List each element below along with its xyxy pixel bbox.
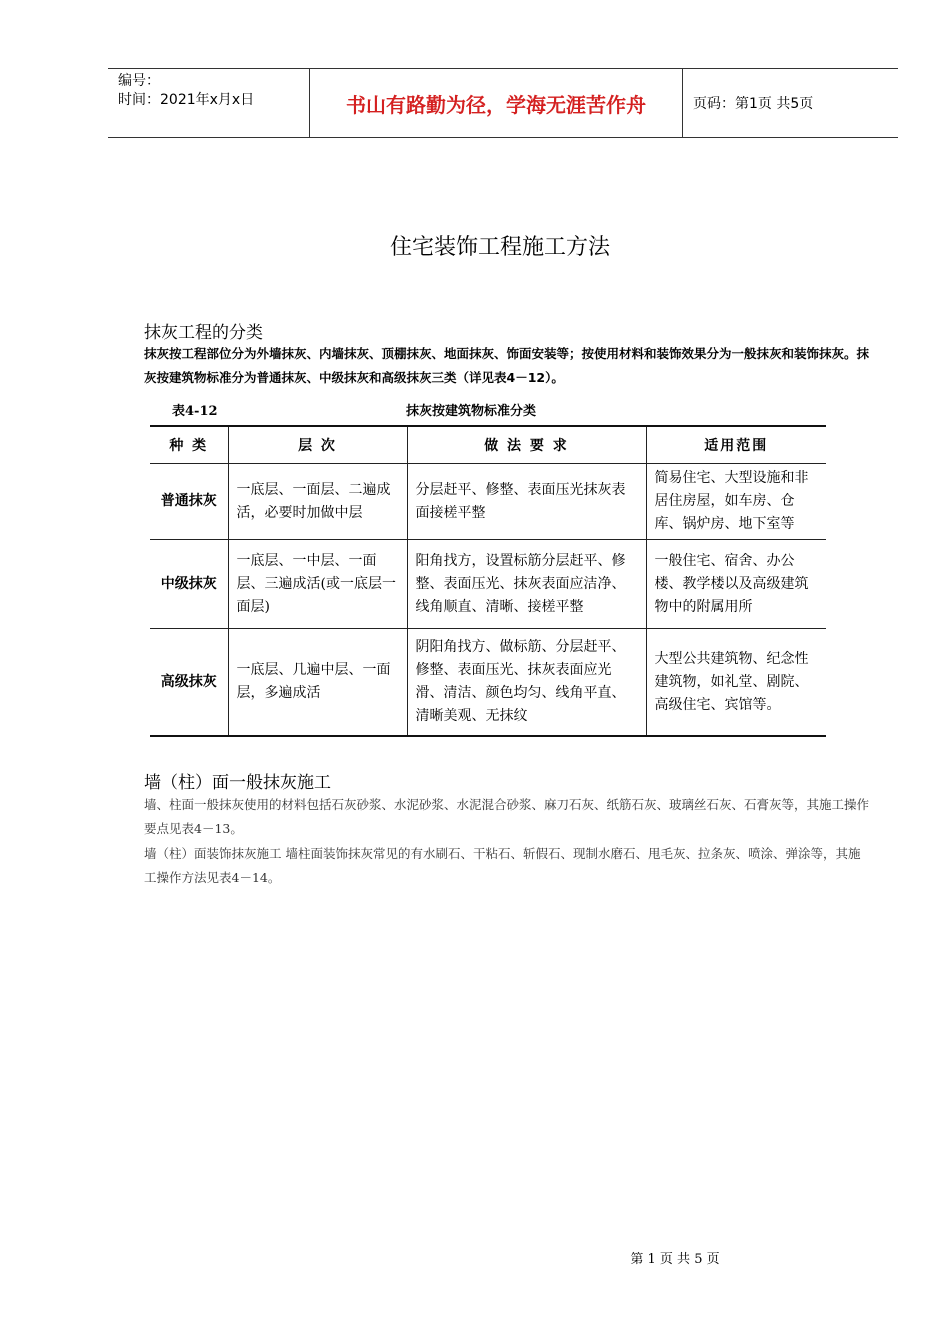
header-page-info: 页码：第1页 共5页 — [693, 96, 814, 112]
page-footer: 第 1 页 共 5 页 — [630, 1252, 720, 1267]
document-header — [108, 68, 898, 138]
table-number: 表4-12 — [172, 404, 218, 419]
page-title: 住宅装饰工程施工方法 — [389, 235, 610, 260]
section-heading-wall-plaster: 墙（柱）面一般抹灰施工 — [144, 773, 331, 793]
table-cell-kind: 中级抹灰 — [150, 540, 228, 629]
header-meta — [108, 69, 310, 137]
table-cell-layers: 一底层、一面层、二遍成活，必要时加做中层 — [228, 464, 407, 540]
table-cell-layers: 一底层、几遍中层、一面层，多遍成活 — [228, 629, 407, 737]
table-cell-method: 阴阳角找方、做标筋、分层赶平、修整、表面压光、抹灰表面应光滑、清洁、颜色均匀、线角平直、清晰美观、无抹纹 — [407, 629, 646, 737]
table-cell-layers: 一底层、一中层、一面层、三遍成活(或一底层一面层) — [228, 540, 407, 629]
table-header-row — [150, 426, 826, 464]
table-header-cell: 做 法 要 求 — [407, 426, 646, 464]
table-header-cell: 适用范围 — [646, 426, 826, 464]
table-cell-method: 阳角找方，设置标筋分层赶平、修整、表面压光、抹灰表面应洁净、线角顺直、清晰、接槎平整 — [407, 540, 646, 629]
number-label: 编号： — [118, 73, 160, 89]
table-cell-scope: 简易住宅、大型设施和非居住房屋，如车房、仓库、锅炉房、地下室等 — [646, 464, 826, 540]
table-cell-scope: 大型公共建筑物、纪念性建筑物，如礼堂、剧院、高级住宅、宾馆等。 — [646, 629, 826, 737]
table-header-cell: 层 次 — [228, 426, 407, 464]
section-heading-classification: 抹灰工程的分类 — [144, 323, 263, 343]
table-cell-method: 分层赶平、修整、表面压光抹灰表面接槎平整 — [407, 464, 646, 540]
time-label: 时间：2021年x月x日 — [118, 92, 255, 108]
table-cell-scope: 一般住宅、宿舍、办公楼、教学楼以及高级建筑物中的附属用所 — [646, 540, 826, 629]
section-paragraph-classification: 抹灰按工程部位分为外墙抹灰、内墙抹灰、顶棚抹灰、地面抹灰、饰面安装等；按使用材料和装饰效果分为一般抹灰和装饰抹灰。抹灰按建筑物标准分为普通抹灰、中级抹灰和高级抹灰三类（详见表4－12）。 — [144, 346, 870, 385]
table-row — [150, 464, 826, 540]
table-row — [150, 629, 826, 737]
table-caption: 抹灰按建筑物标准分类 — [406, 404, 537, 419]
plaster-standard-table — [150, 425, 826, 737]
table-cell-kind: 高级抹灰 — [150, 629, 228, 737]
table-cell-kind: 普通抹灰 — [150, 464, 228, 540]
header-motto: 书山有路勤为径，学海无涯苦作舟 — [310, 69, 683, 137]
table-header-cell: 种 类 — [150, 426, 228, 464]
table-row — [150, 540, 826, 629]
section-paragraph-decorative: 墙（柱）面装饰抹灰施工 墙柱面装饰抹灰常见的有水刷石、干粘石、斩假石、现制水磨石、甩毛灰、拉条灰、喷涂、弹涂等，其施工操作方法见表4－14。 — [144, 846, 861, 885]
section-paragraph-materials: 墙、柱面一般抹灰使用的材料包括石灰砂浆、水泥砂浆、水泥混合砂浆、麻刀石灰、纸筋石灰、玻璃丝石灰、石膏灰等，其施工操作要点见表4－13。 — [144, 797, 870, 836]
